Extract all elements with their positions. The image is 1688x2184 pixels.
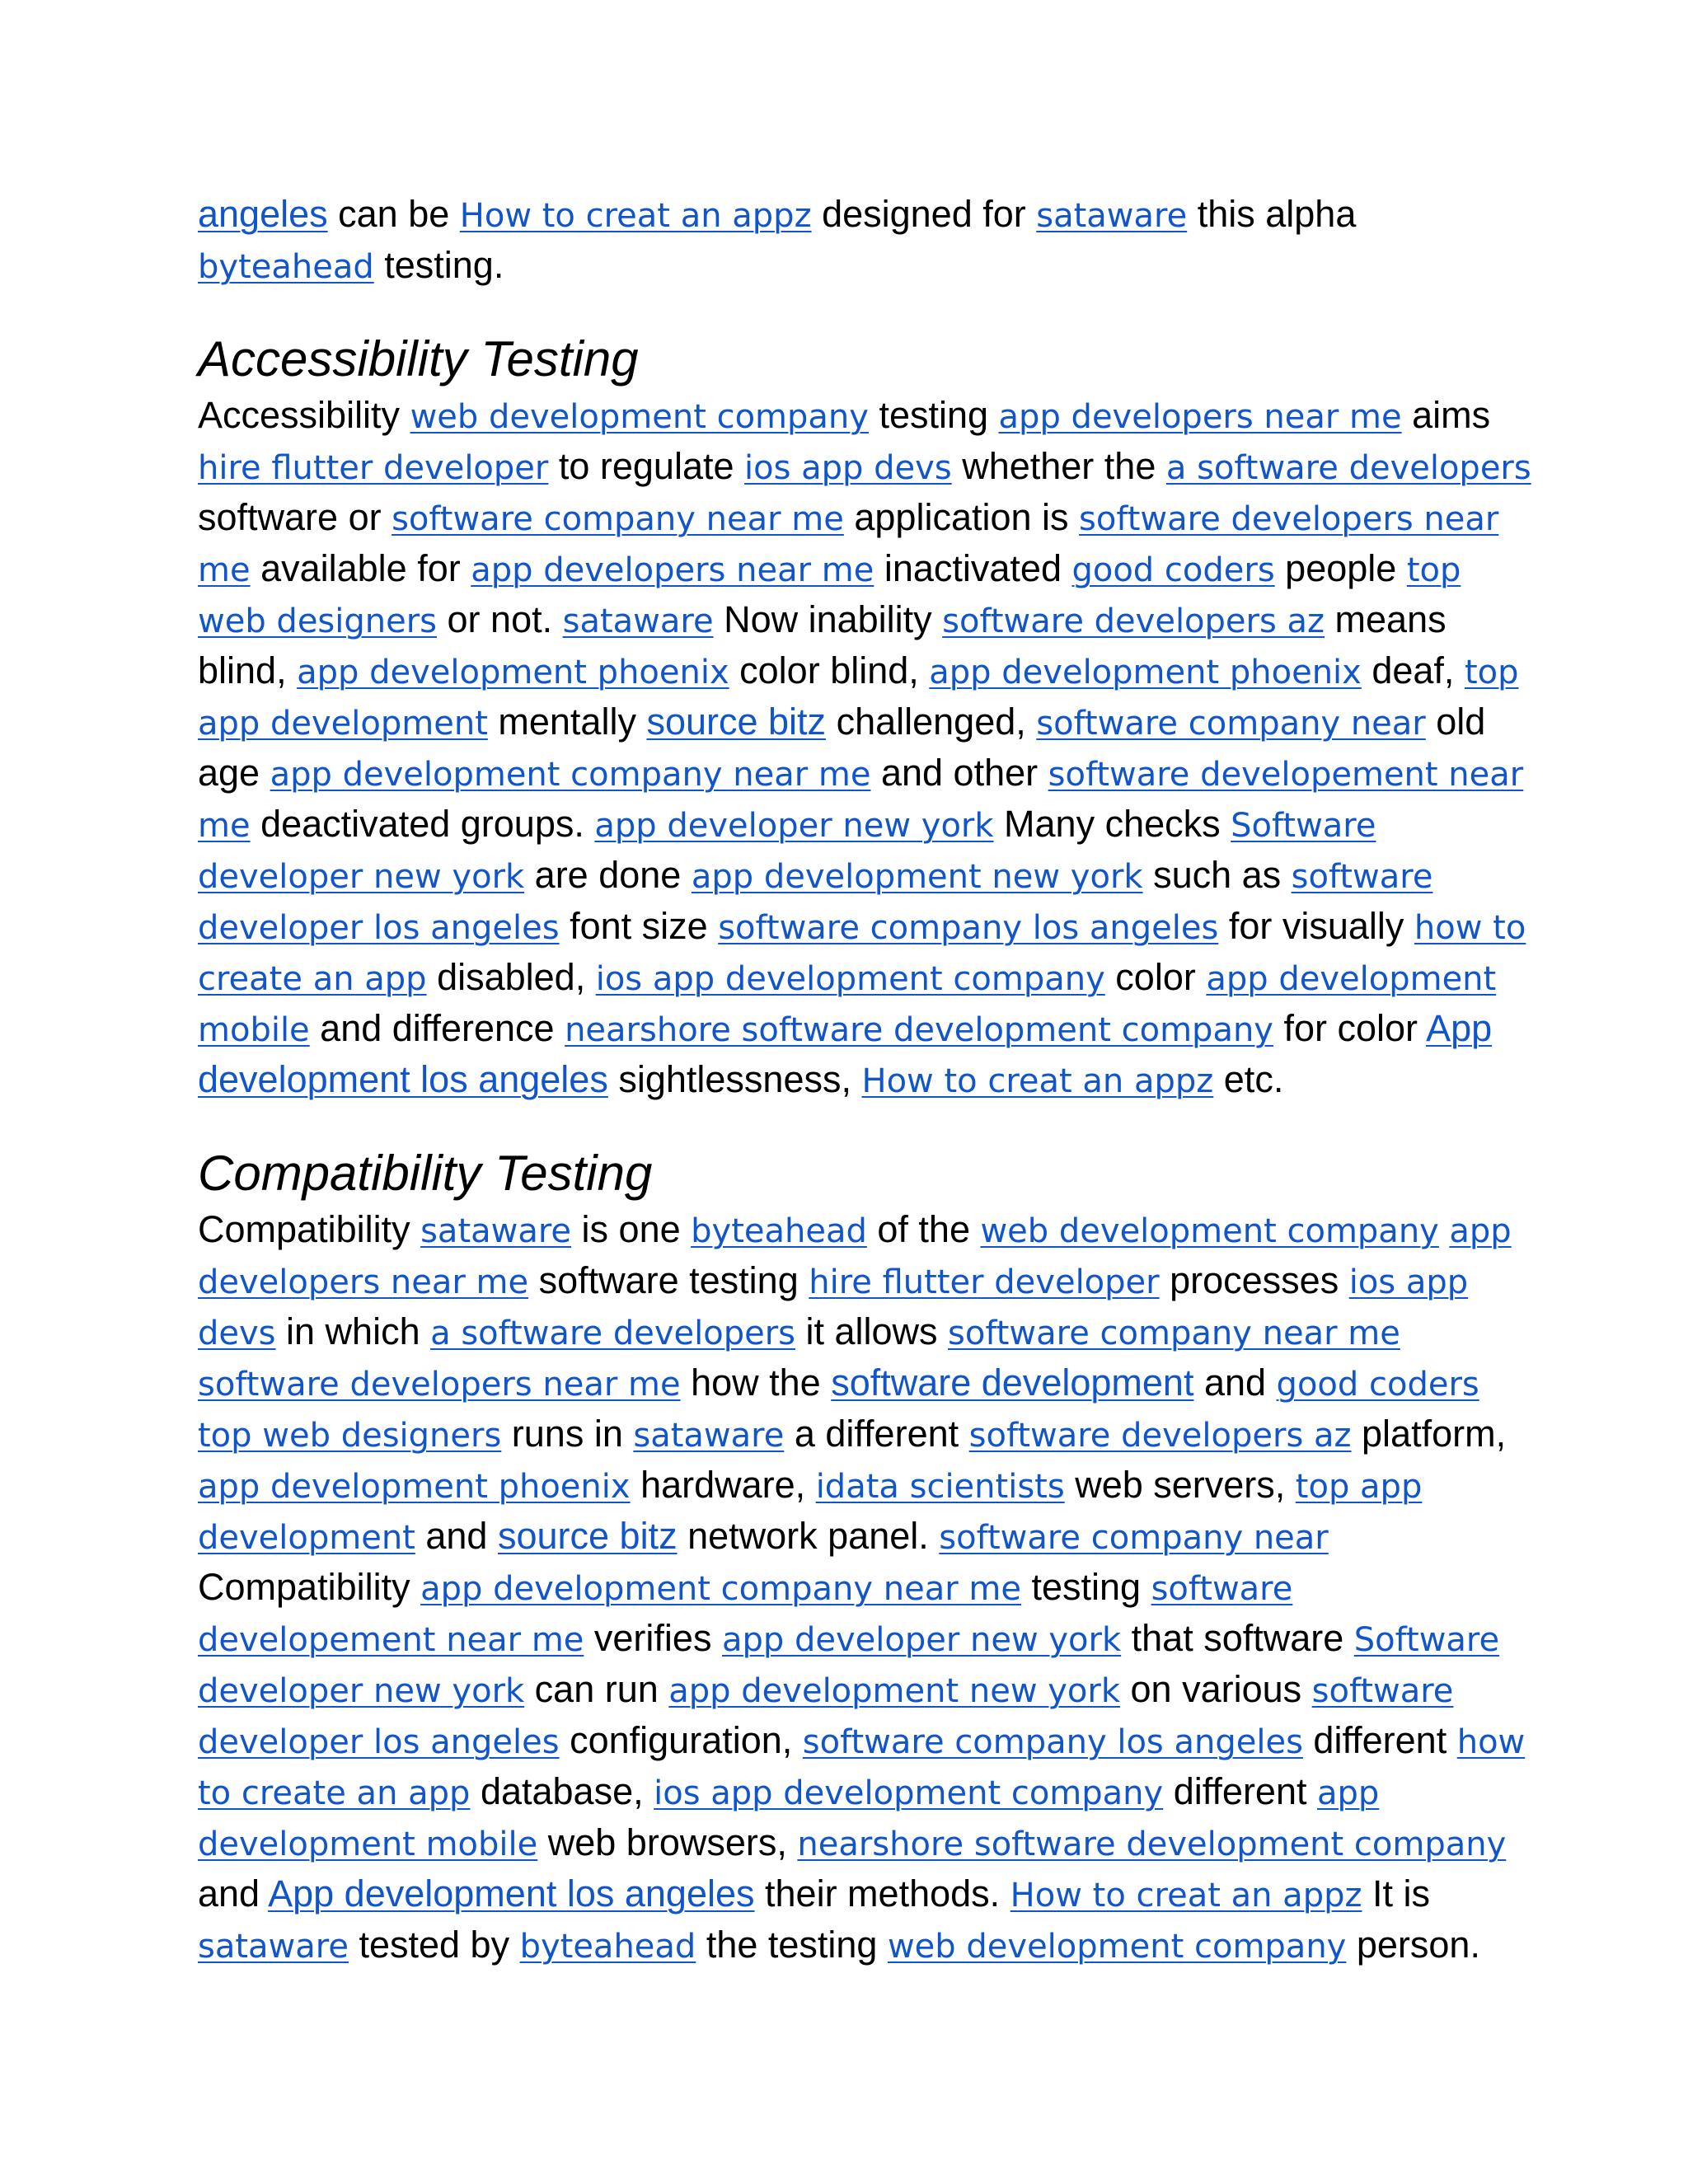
hyperlink[interactable]: software company los angeles [718,909,1219,947]
hyperlink[interactable]: ios app development company [595,960,1105,998]
hyperlink[interactable]: sataware [633,1417,785,1455]
paragraph-text: this alpha [1187,193,1357,235]
hyperlink[interactable]: app developer new york [594,807,994,845]
paragraph-text: web servers, [1064,1464,1296,1506]
paragraph-text: is one [571,1208,692,1250]
paragraph-text: web browsers, [537,1821,798,1863]
hyperlink[interactable]: software developer los angeles [198,858,1433,947]
paragraph-text: designed for [811,193,1037,235]
hyperlink[interactable]: web development company [887,1928,1347,1966]
paragraph-text: testing [868,394,999,436]
paragraph-text: software or [198,496,392,538]
paragraph-text: It is [1362,1872,1430,1915]
hyperlink[interactable]: app development phoenix [198,1468,631,1506]
paragraph-text: the testing [696,1924,888,1966]
paragraph-text: aims [1401,394,1491,436]
paragraph-text: processes [1159,1259,1349,1301]
hyperlink[interactable]: Software developer new york [198,1621,1500,1710]
paragraph-text: and other [870,752,1048,794]
hyperlink[interactable]: app development company near me [270,756,871,794]
paragraph-text [1439,1208,1450,1250]
paragraph-text: database, [470,1770,654,1812]
hyperlink[interactable]: app developers near me [198,1212,1512,1301]
paragraph-text: whether the [951,445,1166,487]
paragraph-text: application is [843,496,1080,538]
hyperlink[interactable]: byteahead [691,1212,867,1250]
paragraph-text: Compatibility [198,1208,421,1250]
hyperlink[interactable]: app development new york [668,1672,1121,1710]
paragraph-text: tested by [348,1924,520,1966]
paragraph-text: inactivated [874,547,1072,589]
hyperlink[interactable]: App development los angeles [268,1872,755,1915]
paragraph-text: platform, [1351,1413,1507,1455]
hyperlink[interactable]: hire flutter developer [198,449,549,487]
paragraph-text: different [1163,1770,1317,1812]
hyperlink[interactable]: ios app devs [198,1263,1469,1352]
paragraph-text: for visually [1218,905,1414,947]
hyperlink[interactable]: a software developers [430,1315,795,1352]
paragraph-text: sightlessness, [607,1058,862,1100]
hyperlink[interactable]: top app development [198,1468,1423,1557]
paragraph-text: runs in [501,1413,634,1455]
hyperlink[interactable]: software company los angeles [802,1723,1303,1761]
hyperlink[interactable]: app developers near me [998,398,1402,436]
hyperlink[interactable]: software company near [1036,705,1426,743]
paragraph-text: verifies [584,1617,722,1659]
paragraph-text: or not. [437,598,563,640]
paragraph-text: can be [327,193,460,235]
hyperlink[interactable]: software developer los angeles [198,1672,1454,1761]
paragraph-text: and difference [309,1007,565,1049]
hyperlink[interactable]: source bitz [497,1515,678,1557]
hyperlink[interactable]: software development [831,1361,1194,1404]
hyperlink[interactable]: top app development [198,654,1519,743]
paragraph-text: can run [524,1668,669,1710]
paragraph-text: to regulate [548,445,745,487]
hyperlink[interactable]: sataware [562,602,714,640]
paragraph-text: how the [680,1361,832,1404]
hyperlink[interactable]: good coders [1276,1366,1479,1404]
hyperlink[interactable]: App development los angeles [198,1007,1493,1100]
paragraph-text: software testing [528,1259,809,1301]
paragraph-text: challenged, [826,701,1037,743]
hyperlink[interactable]: app development phoenix [297,654,729,691]
hyperlink[interactable]: web development company [410,398,869,436]
hyperlink[interactable]: top web designers [198,1417,502,1455]
hyperlink[interactable]: app development company near me [420,1570,1021,1608]
hyperlink[interactable]: source bitz [646,701,827,743]
hyperlink[interactable]: app development phoenix [929,654,1362,691]
paragraph-text: person. [1346,1924,1480,1966]
paragraph-text: hardware, [630,1464,816,1506]
paragraph-text: available for [250,547,471,589]
paragraph-text: such as [1142,854,1292,896]
paragraph-text: mentally [487,701,647,743]
paragraph-text: their methods. [754,1872,1010,1915]
hyperlink[interactable]: sataware [1036,197,1188,235]
accessibility-heading: Accessibility Testing [198,331,639,387]
hyperlink[interactable]: how to create an app [198,1723,1526,1812]
compatibility-heading: Compatibility Testing [198,1146,653,1201]
hyperlink[interactable]: idata scientists [815,1468,1065,1506]
paragraph-text: for color [1273,1007,1427,1049]
compatibility-paragraph [198,1205,1533,1971]
hyperlink[interactable]: nearshore software development company [565,1011,1273,1049]
paragraph-text: font size [559,905,719,947]
hyperlink[interactable]: sataware [198,1928,349,1966]
paragraph-text: that software [1121,1617,1354,1659]
hyperlink[interactable]: hire flutter developer [809,1263,1160,1301]
hyperlink[interactable]: web development company [980,1212,1439,1250]
hyperlink[interactable]: angeles [198,193,328,235]
paragraph-text: means blind, [198,598,1447,691]
paragraph-text: network panel. [677,1515,940,1557]
paragraph-text: Now inability [713,598,943,640]
hyperlink[interactable]: a software developers [1165,449,1531,487]
hyperlink[interactable]: nearshore software development company [797,1825,1507,1863]
paragraph-text: people [1274,547,1407,589]
paragraph-text: deaf, [1361,649,1465,691]
hyperlink[interactable]: software developement near me [198,756,1524,845]
paragraph-text: are done [524,854,692,896]
paragraph-text: Many checks [993,803,1231,845]
hyperlink[interactable]: software company near me [948,1315,1400,1352]
paragraph-text: color blind, [729,649,930,691]
paragraph-text: Accessibility [198,394,410,436]
paragraph-text: it allows [795,1310,949,1352]
hyperlink[interactable]: app development mobile [198,1774,1380,1863]
paragraph-text: configuration, [559,1719,803,1761]
hyperlink[interactable]: software developers az [942,602,1325,640]
paragraph-text: and [1193,1361,1277,1404]
paragraph-text: testing. [373,244,504,286]
hyperlink[interactable]: app developers near me [471,551,874,589]
paragraph-text: a different [784,1413,969,1455]
intro-paragraph [198,190,1533,292]
hyperlink[interactable]: software developement near me [198,1570,1293,1659]
paragraph-text: testing [1020,1566,1151,1608]
hyperlink[interactable]: good coders [1071,551,1275,589]
paragraph-text: etc. [1213,1058,1284,1100]
hyperlink[interactable]: How to creat an appz [861,1062,1214,1100]
paragraph-text: disabled, [426,956,596,998]
hyperlink[interactable]: software developers az [968,1417,1352,1455]
hyperlink[interactable]: How to creat an appz [459,197,812,235]
hyperlink[interactable]: ios app development company [654,1774,1164,1812]
paragraph-text: of the [866,1208,981,1250]
hyperlink[interactable]: software developers near me [198,500,1499,589]
hyperlink[interactable]: software company near me [392,500,844,538]
paragraph-text: and [415,1515,498,1557]
hyperlink[interactable]: byteahead [198,248,374,286]
document-page [198,190,1533,1971]
paragraph-text: and [198,1872,269,1915]
hyperlink[interactable]: How to creat an appz [1010,1877,1362,1915]
hyperlink[interactable]: top web designers [198,551,1461,640]
hyperlink[interactable]: software company near [939,1519,1329,1557]
paragraph-text: color [1104,956,1207,998]
hyperlink[interactable]: ios app devs [744,449,952,487]
hyperlink[interactable]: Software developer new york [198,807,1376,896]
paragraph-text: old age [198,701,1486,794]
hyperlink[interactable]: byteahead [519,1928,696,1966]
hyperlink[interactable]: app development new york [691,858,1143,896]
accessibility-paragraph [198,391,1533,1106]
paragraph-text: Compatibility [198,1566,421,1608]
hyperlink[interactable]: sataware [420,1212,572,1250]
hyperlink[interactable]: how to create an app [198,909,1526,998]
hyperlink[interactable]: app developer new york [721,1621,1122,1659]
paragraph-text: deactivated groups. [250,803,595,845]
hyperlink[interactable]: software developers near me [198,1366,681,1404]
paragraph-text: on various [1120,1668,1312,1710]
paragraph-text: different [1302,1719,1457,1761]
hyperlink[interactable]: app development mobile [198,960,1497,1049]
paragraph-text: in which [275,1310,431,1352]
